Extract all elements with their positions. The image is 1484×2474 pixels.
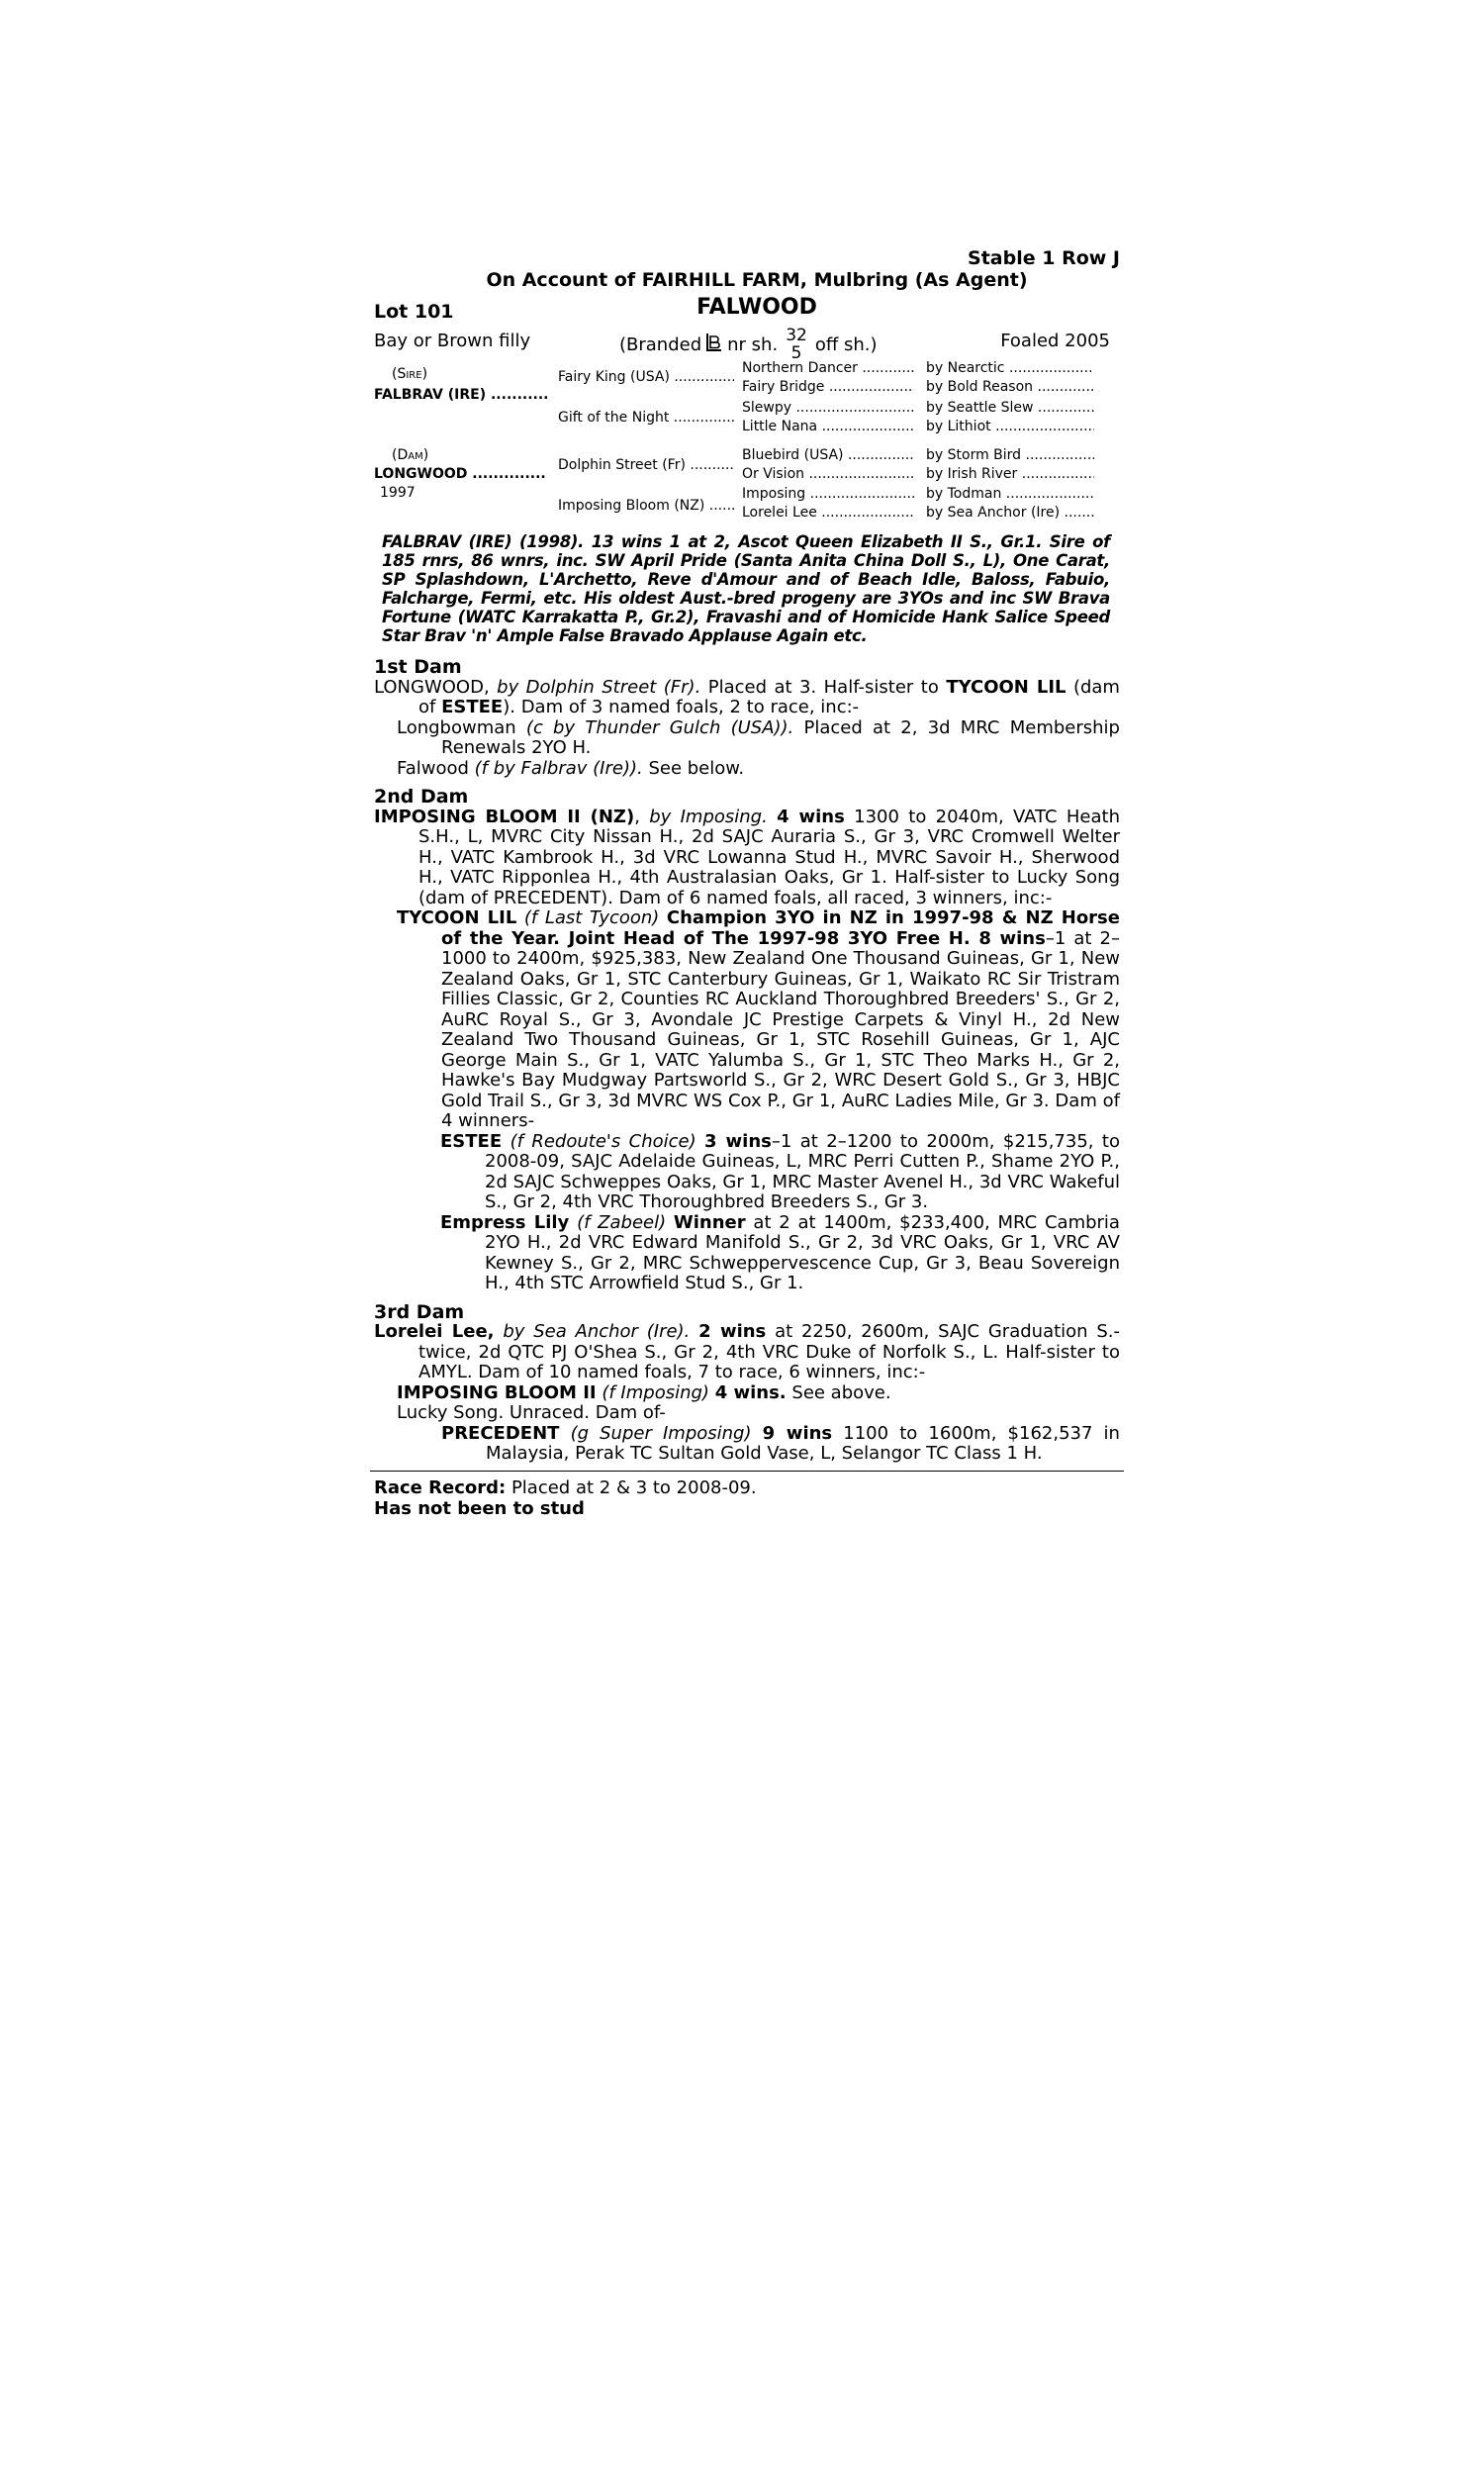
race-record: Race Record: Placed at 2 & 3 to 2008-09. [374,1476,757,1498]
ped-g4-1: by Nearctic ..... [926,360,1094,376]
lot-row [374,295,1120,325]
imposing-bloom-entry: IMPOSING BLOOM II (f Imposing) 4 wins. See above. [397,1381,891,1403]
ped-g3-3: Slewpy ..... [742,400,914,416]
stable-location: Stable 1 Row J [968,247,1120,269]
lot-number: Lot 101 [374,301,454,323]
foaled-year: Foaled 2005 [1000,331,1110,351]
ped-g3-8: Lorelei Lee ..... [742,505,914,521]
stud-record: Has not been to stud [374,1497,585,1519]
ped-g3-4: Little Nana ..... [742,419,914,434]
brand-number [786,327,807,362]
sire-tag: (Sire) [392,366,428,382]
ped-g2-1: Fairy King (USA) ..... [558,369,734,385]
brand-number-bottom: 5 [790,343,802,363]
ped-g3-2: Fairy Bridge ..... [742,379,914,395]
brand-prefix: (Branded [619,333,702,355]
ped-g2-4: Imposing Bloom (NZ) ..... [558,498,734,514]
lucky-song-entry: Lucky Song. Unraced. Dam of- [397,1402,666,1423]
ped-g3-5: Bluebird (USA) ..... [742,447,914,463]
ped-g4-4: by Lithiot ..... [926,419,1094,434]
ped-g4-5: by Storm Bird ..... [926,447,1094,463]
brand-info [619,325,878,364]
catalogue-body [374,657,1120,1519]
ped-g3-7: Imposing ..... [742,486,914,502]
ped-g4-6: by Irish River ..... [926,466,1094,482]
ped-g4-7: by Todman ..... [926,486,1094,502]
horse-name: FALWOOD [696,295,817,320]
dam-name: LONGWOOD ..... [374,466,547,482]
estee-entry: ESTEE (f Redoute's Choice) 3 wins–1 at 2–1200 to 2000m, $215,735, to 2008-09, SAJC Adelaide Guineas, L, MRC Perri Cutten P., Shame 2YO P., 2d SAJC Schweppes Oaks, Gr 1, MRC Master Avenel H., 3d VRC Wakeful S., Gr 2, 4th VRC Thoroughbred Breeders S., Gr 3. [440,1130,1120,1212]
tycoon-lil-entry: TYCOON LIL (f Last Tycoon) Champion 3YO in NZ in 1997-98 & NZ Horse of the Year. Joint Head of The 1997-98 3YO Free H. 8 wins–1 at 2–1000 to 2400m, $925,383, New Zealand One Thousand Guineas, Gr 1, New Zealand Oaks, Gr 1, STC Canterbury Guineas, Gr 1, Waikato RC Sir Tristram Fillies Classic, Gr 2, Counties RC Auckland Thoroughbred Breeders' S., Gr 2, AuRC Royal S., Gr 3, Avondale JC Prestige Carpets & Vinyl H., 2d New Zealand Two Thousand Guineas, Gr 1, STC Rosehill Guineas, Gr 1, AJC George Main S., Gr 1, VATC Yalumba S., Gr 1, STC Theo Marks H., Gr 2, Hawke's Bay Mudgway Partsworld S., Gr 2, WRC Desert Gold S., Gr 3, HBJC Gold Trail S., Gr 3, 3d MVRC WS Cox P., Gr 1, AuRC Ladies Mile, Gr 3. Dam of 4 winners- [397,907,1121,1131]
ped-g4-2: by Bold Reason ..... [926,379,1094,395]
sire-summary: FALBRAV (IRE) (1998). 13 wins 1 at 2, Ascot Queen Elizabeth II S., Gr.1. Sire of 185 rnrs, 86 wnrs, inc. SW April Pride (Santa Anita China Doll S., L), One Carat, SP Splashdown, L'Archetto, Reve d'Amour and of Beach Idle, Baloss, Fabuio, Falcharge, Fermi, etc. His oldest Aust.-bred progeny are 3YOs and inc SW Brava Fortune (WATC Karrakatta P., Gr.2), Fravashi and of Homicide Hank Salice Speed Star Brav 'n' Ample False Bravado Applause Again etc. [382,532,1110,645]
ped-g3-6: Or Vision ..... [742,466,914,482]
second-dam-entry: IMPOSING BLOOM II (NZ), by Imposing. 4 wins 1300 to 2040m, VATC Heath S.H., L, MVRC City Nissan H., 2d SAJC Auraria S., Gr 3, VRC Cromwell Welter H., VATC Kambrook H., 3d VRC Lowanna Stud H., MVRC Savoir H., Sherwood H., VATC Ripponlea H., 4th Australasian Oaks, Gr 1. Half-sister to Lucky Song (dam of PRECEDENT). Dam of 6 named foals, all raced, 3 winners, inc:- [374,806,1121,908]
first-dam-heading: 1st Dam [374,656,462,678]
empress-lily-entry: Empress Lily (f Zabeel) Winner at 2 at 1400m, $233,400, MRC Cambria 2YO H., 2d VRC Edward Manifold S., Gr 2, 3d VRC Oaks, Gr 1, VRC AV Kewney S., Gr 2, MRC Schweppervescence Cup, Gr 3, Beau Sovereign H., 4th STC Arrowfield Stud S., Gr 1. [440,1211,1120,1293]
ped-g2-3: Dolphin Street (Fr) ..... [558,457,734,473]
brand-suffix: off sh.) [814,333,878,355]
divider [370,1471,1124,1472]
pedigree-table [374,360,1120,524]
dam-year: 1997 [380,485,416,501]
first-dam-entry: LONGWOOD, by Dolphin Street (Fr). Placed at 3. Half-sister to TYCOON LIL (dam of ESTEE). Dam of 3 named foals, 2 to race, inc:- [374,676,1120,717]
brand-mark-icon [705,333,723,357]
second-dam-heading: 2nd Dam [374,786,469,808]
first-dam-foal-2: Falwood (f by Falbrav (Ire)). See below. [397,757,745,779]
sire-name: FALBRAV (IRE) ..... [374,387,547,403]
ped-g4-3: by Seattle Slew ..... [926,400,1094,416]
dam-tag: (Dam) [392,447,429,463]
third-dam-entry: Lorelei Lee, by Sea Anchor (Ire). 2 wins at 2250, 2600m, SAJC Graduation S.-twice, 2d QTC PJ O'Shea S., Gr 2, 4th VRC Duke of Norfolk S., L. Half-sister to AMYL. Dam of 10 named foals, 7 to race, 6 winners, inc:- [374,1321,1121,1382]
brand-number-top: 32 [786,326,807,345]
vendor-line: On Account of FAIRHILL FARM, Mulbring (As Agent) [486,269,1028,291]
precedent-entry: PRECEDENT (g Super Imposing) 9 wins 1100 to 1600m, $162,537 in Malaysia, Perak TC Sultan Gold Vase, L, Selangor TC Class 1 H. [441,1422,1120,1464]
sex-colour: Bay or Brown filly [374,331,531,351]
ped-g4-8: by Sea Anchor (Ire) ..... [926,505,1094,521]
third-dam-heading: 3rd Dam [374,1300,465,1323]
brand-mid: nr sh. [727,333,779,355]
catalogue-page [374,247,1120,1519]
ped-g3-1: Northern Dancer ..... [742,360,914,376]
first-dam-foal-1: Longbowman (c by Thunder Gulch (USA)). Placed at 2, 3d MRC Membership Renewals 2YO H. [397,716,1120,758]
description-row [374,325,1120,364]
ped-g2-2: Gift of the Night ..... [558,410,734,426]
